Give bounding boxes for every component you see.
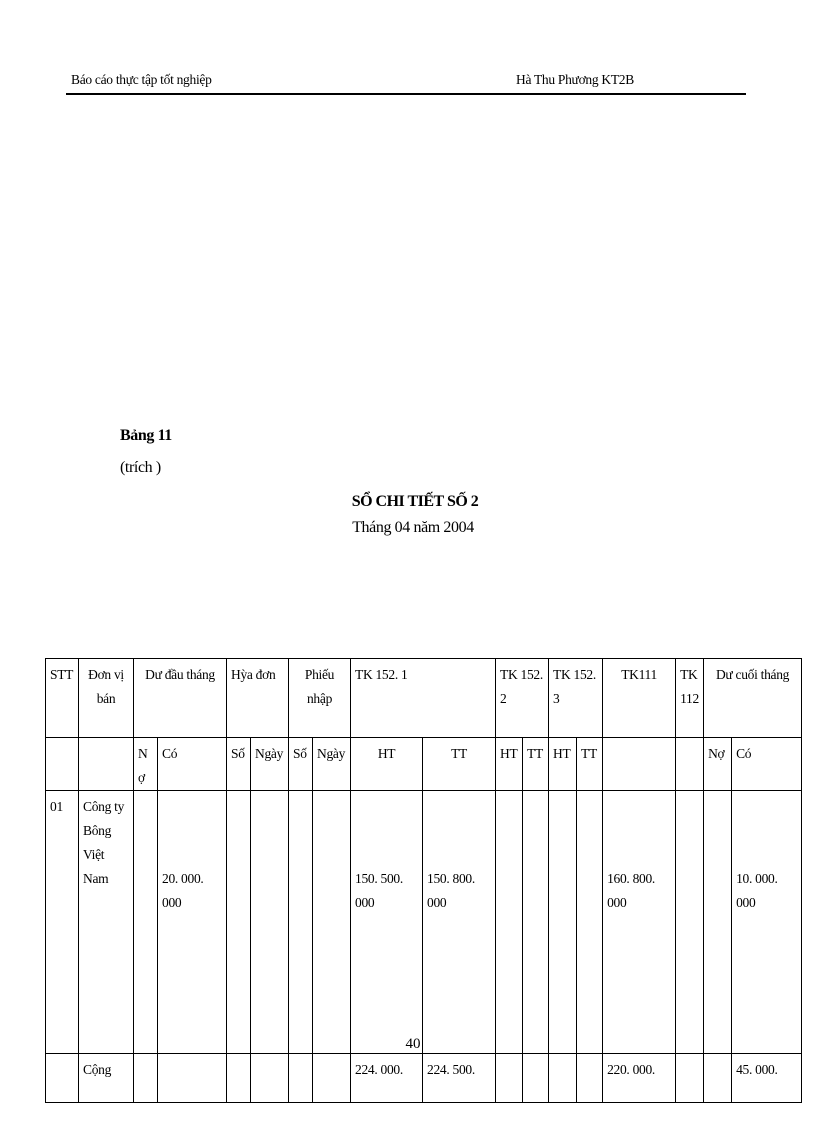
cell-stt: 01 <box>46 791 79 1054</box>
cell-empty <box>46 1054 79 1103</box>
subheader-ht: HT <box>351 738 423 791</box>
cell-tk1521-ht: 150. 500. 000 <box>351 791 423 1054</box>
page-number: 40 <box>405 1036 421 1052</box>
col-header-tk1523: TK 152. 3 <box>549 659 603 738</box>
subheader-so: Số <box>227 738 251 791</box>
cell-du-dau-no <box>134 791 158 1054</box>
subheader-tt: TT <box>577 738 603 791</box>
cell-empty <box>577 791 603 1054</box>
cell-total-tk1521-tt: 224. 500. <box>423 1054 496 1103</box>
col-header-du-dau-thang: Dư đầu tháng <box>134 659 227 738</box>
table-number: Bảng 11 <box>120 427 172 444</box>
header-report-title: Báo cáo thực tập tốt nghiệp <box>71 72 212 87</box>
table-row <box>46 791 802 1054</box>
document-subtitle: Tháng 04 năm 2004 <box>352 519 474 536</box>
cell-empty <box>496 791 523 1054</box>
subheader-cell <box>603 738 676 791</box>
table-note: (trích ) <box>120 459 161 476</box>
cell-total-tk1521-ht: 224. 000. <box>351 1054 423 1103</box>
subheader-cell <box>79 738 134 791</box>
subheader-tt: TT <box>523 738 549 791</box>
cell-empty <box>313 791 351 1054</box>
cell-empty <box>289 1054 313 1103</box>
subheader-ht: HT <box>549 738 577 791</box>
col-header-hoa-don: Hỳa đơn <box>227 659 289 738</box>
col-header-phieu-nhap: Phiếu nhập <box>289 659 351 738</box>
col-header-stt: STT <box>46 659 79 738</box>
header-author: Hà Thu Phương KT2B <box>516 72 634 87</box>
cell-empty <box>549 791 577 1054</box>
subheader-ngay: Ngày <box>251 738 289 791</box>
cell-total-du-cuoi-co: 45. 000. <box>732 1054 802 1103</box>
cell-empty <box>227 791 251 1054</box>
col-header-du-cuoi-thang: Dư cuối tháng <box>704 659 802 738</box>
cell-empty <box>676 1054 704 1103</box>
table-subheader-row <box>46 738 802 791</box>
cell-du-dau-co: 20. 000. 000 <box>158 791 227 1054</box>
cell-du-cuoi-co: 10. 000. 000 <box>732 791 802 1054</box>
cell-tk111: 160. 800. 000 <box>603 791 676 1054</box>
cell-empty <box>134 1054 158 1103</box>
col-header-don-vi: Đơn vị bán <box>79 659 134 738</box>
cell-empty <box>158 1054 227 1103</box>
subheader-ngay: Ngày <box>313 738 351 791</box>
cell-empty <box>496 1054 523 1103</box>
cell-empty <box>289 791 313 1054</box>
cell-empty <box>676 791 704 1054</box>
cell-empty <box>251 791 289 1054</box>
cell-empty <box>549 1054 577 1103</box>
subheader-so: Số <box>289 738 313 791</box>
cell-tk1521-tt: 150. 800. 000 <box>423 791 496 1054</box>
subheader-no: Nợ <box>134 738 158 791</box>
cell-total-label: Cộng <box>79 1054 134 1103</box>
cell-empty <box>251 1054 289 1103</box>
cell-empty <box>704 1054 732 1103</box>
col-header-tk112: TK 112 <box>676 659 704 738</box>
cell-empty <box>227 1054 251 1103</box>
col-header-tk1522: TK 152. 2 <box>496 659 549 738</box>
subheader-cell <box>46 738 79 791</box>
col-header-tk1521: TK 152. 1 <box>351 659 496 738</box>
subheader-co: Có <box>732 738 802 791</box>
cell-empty <box>313 1054 351 1103</box>
subheader-ht: HT <box>496 738 523 791</box>
subheader-cell <box>676 738 704 791</box>
cell-total-tk111: 220. 000. <box>603 1054 676 1103</box>
subheader-tt: TT <box>423 738 496 791</box>
document-title: SỔ CHI TIẾT SỐ 2 <box>351 493 479 510</box>
table-total-row <box>46 1054 802 1103</box>
subheader-no: Nợ <box>704 738 732 791</box>
table-header-row <box>46 659 802 738</box>
cell-don-vi: Công ty Bông Việt Nam <box>79 791 134 1054</box>
col-header-tk111: TK111 <box>603 659 676 738</box>
subheader-co: Có <box>158 738 227 791</box>
cell-empty <box>577 1054 603 1103</box>
header-divider <box>66 93 746 95</box>
cell-empty <box>523 1054 549 1103</box>
cell-du-cuoi-no <box>704 791 732 1054</box>
cell-empty <box>523 791 549 1054</box>
